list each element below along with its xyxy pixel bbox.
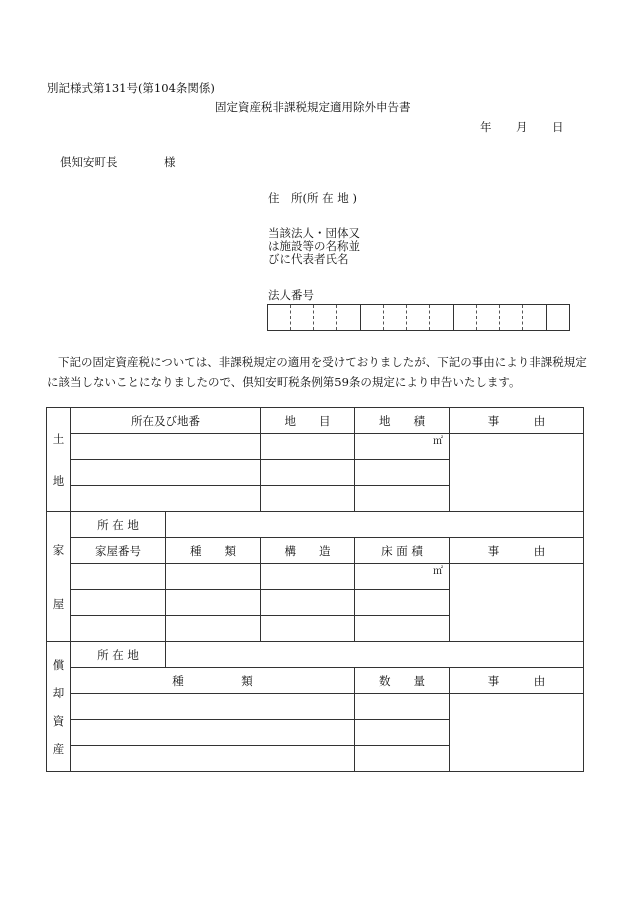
house-floor-area-cell[interactable] [355, 616, 450, 642]
depreciable-location-cell[interactable] [166, 642, 584, 668]
house-number-cell[interactable] [71, 564, 166, 590]
house-number-cell[interactable] [71, 590, 166, 616]
house-number-cell[interactable] [71, 616, 166, 642]
name-label-line-2: は施設等の名称並 [268, 239, 360, 253]
corp-number-boxes[interactable] [267, 304, 570, 331]
depreciable-quantity-cell[interactable] [355, 746, 450, 772]
addressee-name: 倶知安町長 [60, 155, 118, 169]
depreciable-section-label: 償 却 資 産 [47, 642, 71, 772]
house-header-reason: 事 由 [450, 538, 584, 564]
land-area-cell[interactable] [355, 460, 450, 486]
depreciable-type-cell[interactable] [71, 694, 355, 720]
land-category-cell[interactable] [261, 460, 355, 486]
land-header-location: 所在及び地番 [71, 408, 261, 434]
address-label: 住 所(所 在 地 ) [268, 191, 357, 205]
asset-table [46, 407, 584, 772]
land-location-cell[interactable] [71, 460, 261, 486]
house-floor-area-cell[interactable] [355, 590, 450, 616]
depreciable-reason-cell[interactable] [450, 694, 584, 772]
date-month: 月 [516, 120, 528, 134]
form-reference: 別記様式第131号(第104条関係) [47, 81, 215, 95]
house-type-cell[interactable] [166, 564, 261, 590]
land-category-cell[interactable] [261, 434, 355, 460]
depreciable-header-quantity: 数 量 [355, 668, 450, 694]
house-structure-cell[interactable] [261, 590, 355, 616]
date-year: 年 [480, 120, 492, 134]
house-type-cell[interactable] [166, 590, 261, 616]
land-header-reason: 事 由 [450, 408, 584, 434]
land-section-label: 土 地 [47, 408, 71, 512]
depreciable-quantity-cell[interactable] [355, 720, 450, 746]
house-header-number: 家屋番号 [71, 538, 166, 564]
house-location-label: 所 在 地 [71, 512, 166, 538]
depreciable-type-cell[interactable] [71, 746, 355, 772]
land-area-cell[interactable]: ㎡ [355, 434, 450, 460]
house-header-type: 種 類 [166, 538, 261, 564]
land-location-cell[interactable] [71, 486, 261, 512]
depreciable-header-type: 種 類 [71, 668, 355, 694]
house-floor-area-cell[interactable]: ㎡ [355, 564, 450, 590]
statement: 下記の固定資産税については、非課税規定の適用を受けておりましたが、下記の事由により非課税規定に該当しないことになりましたので、倶知安町税条例第59条の規定により申告いたします。 [47, 355, 587, 389]
house-type-cell[interactable] [166, 616, 261, 642]
depreciable-header-reason: 事 由 [450, 668, 584, 694]
depreciable-type-cell[interactable] [71, 720, 355, 746]
land-header-category: 地 目 [261, 408, 355, 434]
depreciable-quantity-cell[interactable] [355, 694, 450, 720]
land-reason-cell[interactable] [450, 434, 584, 512]
corp-number-label: 法人番号 [268, 288, 314, 302]
name-label-line-3: びに代表者氏名 [268, 252, 349, 266]
house-reason-cell[interactable] [450, 564, 584, 642]
house-header-floor-area: 床 面 積 [355, 538, 450, 564]
land-header-area: 地 積 [355, 408, 450, 434]
land-area-cell[interactable] [355, 486, 450, 512]
house-location-cell[interactable] [166, 512, 584, 538]
house-section-label: 家 屋 [47, 512, 71, 642]
land-category-cell[interactable] [261, 486, 355, 512]
name-label-line-1: 当該法人・団体又 [268, 226, 360, 240]
depreciable-location-label: 所 在 地 [71, 642, 166, 668]
house-structure-cell[interactable] [261, 616, 355, 642]
addressee-honorific: 様 [164, 155, 176, 169]
house-header-structure: 構 造 [261, 538, 355, 564]
house-structure-cell[interactable] [261, 564, 355, 590]
land-location-cell[interactable] [71, 434, 261, 460]
date-day: 日 [552, 120, 564, 134]
form-title: 固定資産税非課税規定適用除外申告書 [215, 100, 411, 114]
